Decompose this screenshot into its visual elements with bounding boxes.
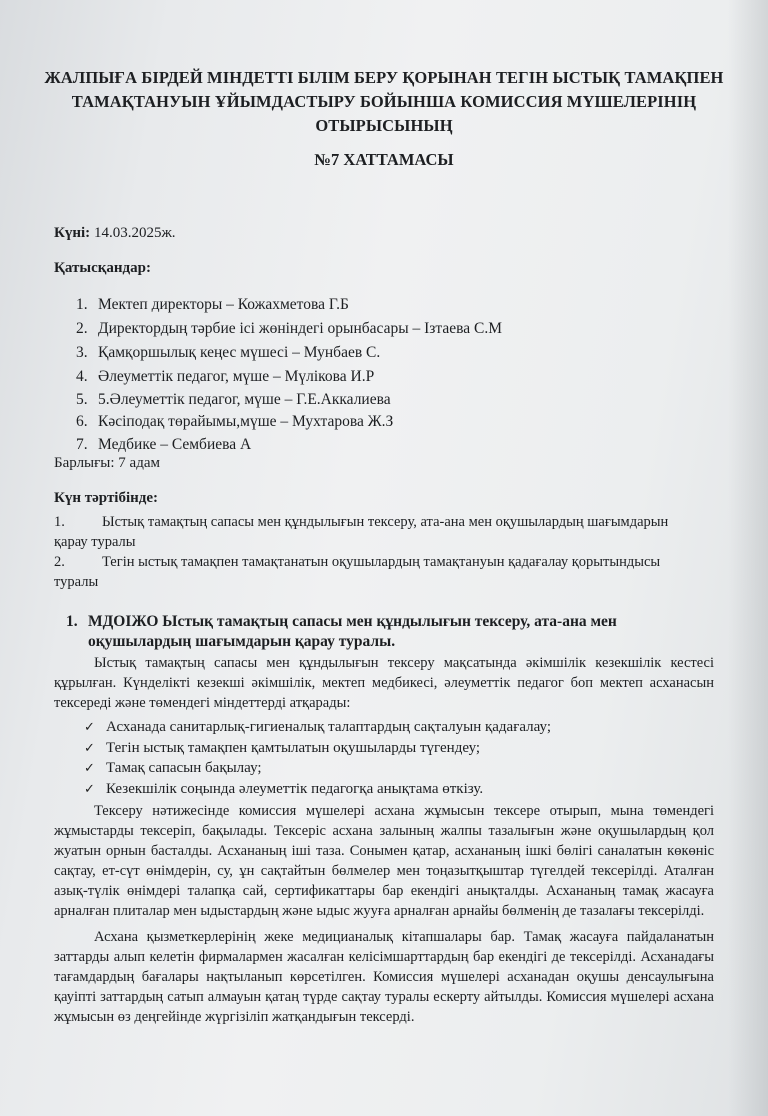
- duty-text: Асханада санитарлық-гигиеналық талаптардың сақталуын қадағалау;: [106, 719, 552, 735]
- section-number: 1.: [66, 613, 78, 630]
- document-title: ЖАЛПЫҒА БІРДЕЙ МІНДЕТТІ БІЛІМ БЕРУ ҚОРЫНАН ТЕГІН ЫСТЫҚ ТАМАҚПЕН ТАМАҚТАНУЫН ҰЙЫМДАСТЫРУ БОЙЫНША КОМИССИЯ МҮШЕЛЕРІНІҢ ОТЫРЫСЫНЫҢ: [44, 68, 724, 135]
- list-item: [84, 779, 551, 800]
- attendee-item: [76, 320, 502, 338]
- attendee-text: Директордың тәрбие ісі жөніндегі орынбасары – Ізтаева С.М: [98, 320, 502, 337]
- attendee-number: 3.: [76, 344, 88, 361]
- agenda-number: 2.: [54, 554, 65, 570]
- attendee-text: Кәсіподақ төрайымы,мүше – Мухтарова Ж.З: [98, 413, 394, 430]
- page-edge-shadow: [728, 0, 768, 1116]
- check-icon: ✓: [84, 780, 95, 796]
- agenda-text: Тегін ыстық тамақпен тамақтанатын оқушылардың тамақтануын қадағалау қорытындысы туралы: [54, 554, 661, 590]
- section-intro: Ыстық тамақтың сапасы мен құндылығын тексеру мақсатында әкімшілік кезекшілік кестесі құрылған. Күнделікті кезекші әкімшілік, мектеп медбикесі, әлеуметтік педагог боп мектеп асханасын тексереді және төмендегі міндеттерді атқарады:: [54, 655, 714, 711]
- agenda-text: Ыстық тамақтың сапасы мен құндылығын тексеру, ата-ана мен оқушылардың шағымдарын қарау туралы: [54, 514, 669, 550]
- list-item: [84, 738, 551, 759]
- section-heading-text: МДОІЖО Ыстық тамақтың сапасы мен құндылығын тексеру, ата-ана мен оқушылардың шағымдарын қарау туралы.: [88, 613, 617, 650]
- attendee-text: Әлеуметтік педагог, мүше – Мүлікова И.Р: [98, 368, 375, 385]
- attendees-total: Барлығы: 7 адам: [54, 455, 160, 471]
- duty-text: Тегін ыстық тамақпен қамтылатын оқушыларды түгендеу;: [106, 739, 481, 756]
- protocol-number: №7 ХАТТАМАСЫ: [314, 150, 454, 169]
- attendee-text: Қамқоршылық кеңес мүшесі – Мунбаев С.: [98, 344, 381, 361]
- attendee-number: 2.: [76, 320, 88, 337]
- agenda-number: 1.: [54, 514, 65, 530]
- attendee-number: 4.: [76, 368, 88, 385]
- list-item: [84, 717, 551, 738]
- attendee-number: 6.: [76, 413, 88, 430]
- attendee-text: Мектеп директоры – Кожахметова Г.Б: [98, 296, 349, 313]
- attendee-item: [76, 391, 391, 409]
- agenda-item: [54, 552, 694, 592]
- attendee-text: Медбике – Сембиева А: [98, 436, 252, 453]
- date-label: Күні:: [54, 225, 91, 241]
- attendee-number: 7.: [76, 436, 88, 453]
- attendee-item: [76, 368, 374, 386]
- inspection-paragraph: Тексеру нәтижесінде комиссия мүшелері асхана жұмысын тексере отырып, мына төмендегі жұмыстарды тексеріп, бақылады. Тексеріс асхана залының жалпы тазалығын және оқушылардың қол жуатын орнын басталды. Асхананың іші таза. Сонымен қатар, асхананың ішкі бөлігі саналатын көкөніс сақтау, ет-сүт өнімдерін, су, ұн сақтайтын бөлмелер мен тоңазытқыштар түгелдей тексерілді. Аталған азық-түлік өнімдері талапқа сай, сертификаттары бар екендігі анықталды. Асхананың тамақ жасауға арналған плиталар мен ыдыстардың және ыдыс жууға арналған арнайы бөлменің де тазалағы тексерілді.: [54, 803, 714, 919]
- attendee-item: [76, 436, 251, 454]
- attendee-item: [76, 344, 380, 362]
- agenda-label: Күн тәртібінде:: [54, 490, 159, 506]
- attendee-item: [76, 296, 349, 314]
- attendee-text: 5.Әлеуметтік педагог, мүше – Г.Е.Аккалиева: [98, 391, 391, 408]
- list-item: [84, 758, 551, 779]
- check-icon: ✓: [84, 760, 95, 775]
- agenda-item: [54, 512, 694, 552]
- staff-paragraph: Асхана қызметкерлерінің жеке медицианалық кітапшалары бар. Тамақ жасауға пайдаланатын заттарды алып келетін фирмалармен жасалған келісімшарттардың бар екендігі де тексерілді. Асханадағы тағамдардың бағалары нақтыланып көрсетілген. Комиссия мүшелері асханадан оқушы денсаулығына қауіпті заттардың сатып алмауын қатаң түрде сақтау туралы ескерту айтылды. Комиссия мүшелері асхана жұмысын өз деңгейінде жүргізіліп жатқандығын тексерді.: [54, 929, 714, 1025]
- meeting-date: [54, 225, 176, 242]
- attendee-item: [76, 413, 393, 431]
- check-icon: ✓: [84, 719, 95, 734]
- duty-text: Тамақ сапасын бақылау;: [106, 760, 262, 776]
- attendee-number: 1.: [76, 296, 88, 313]
- duties-list: [84, 717, 551, 799]
- date-value: 14.03.2025ж.: [93, 225, 176, 241]
- duty-text: Кезекшілік соңында әлеуметтік педагогқа анықтама өткізу.: [106, 780, 484, 797]
- check-icon: ✓: [84, 739, 95, 755]
- attendees-label: Қатысқандар:: [54, 260, 151, 276]
- section-heading: [66, 612, 706, 652]
- attendee-number: 5.: [76, 391, 88, 408]
